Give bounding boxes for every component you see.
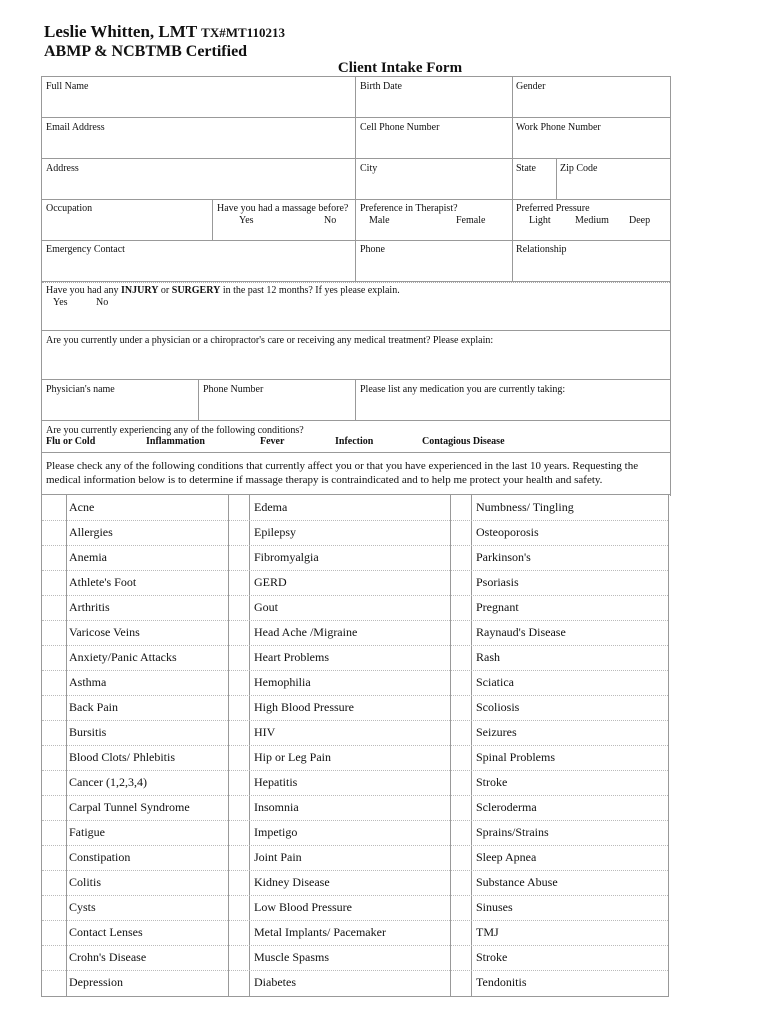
- condition-checkbox-label[interactable]: High Blood Pressure: [254, 700, 354, 714]
- full-name-field[interactable]: Full Name: [46, 81, 89, 92]
- flu-option[interactable]: Flu or Cold: [46, 436, 96, 447]
- injury-yes-option[interactable]: Yes: [53, 297, 68, 308]
- physician-question[interactable]: Are you currently under a physician or a chiropractor's care or receiving any medical treatment? Please explain:: [46, 335, 494, 346]
- certifications: ABMP & NCBTMB Certified: [44, 43, 248, 60]
- intake-form-fields: [41, 76, 671, 496]
- condition-checkbox-label[interactable]: Scleroderma: [476, 800, 537, 814]
- condition-checkbox-label[interactable]: Seizures: [476, 725, 517, 739]
- condition-checkbox-label[interactable]: Metal Implants/ Pacemaker: [254, 925, 386, 939]
- occupation-field[interactable]: Occupation: [46, 203, 93, 214]
- condition-checkbox-label[interactable]: Cysts: [69, 900, 96, 914]
- injury-question: Have you had any INJURY or SURGERY in the past 12 months? If yes please explain.: [46, 285, 400, 296]
- current-conditions-question: Are you currently experiencing any of the following conditions?: [46, 425, 304, 436]
- emergency-contact-field[interactable]: Emergency Contact: [46, 244, 125, 255]
- pref-male-option[interactable]: Male: [369, 215, 390, 226]
- condition-checkbox-label[interactable]: Tendonitis: [476, 975, 527, 989]
- condition-row: [42, 920, 668, 946]
- condition-checkbox-label[interactable]: Acne: [69, 500, 95, 514]
- pressure-deep-option[interactable]: Deep: [629, 215, 651, 226]
- pref-female-option[interactable]: Female: [456, 215, 486, 226]
- massage-no-option[interactable]: No: [324, 215, 337, 226]
- form-title: Client Intake Form: [337, 60, 463, 76]
- cell-phone-field[interactable]: Cell Phone Number: [360, 122, 440, 133]
- check-conditions-instructions: Please check any of the following conditions that currently affect you or that you have experienced in the last 10 years. Requesting the medical information below is to determine if massage therapy is contraindicated and to help me protect your health and safety.: [46, 460, 639, 486]
- condition-checkbox-label[interactable]: Anxiety/Panic Attacks: [69, 650, 177, 664]
- condition-checkbox-label[interactable]: Muscle Spasms: [254, 950, 329, 964]
- condition-checkbox-label[interactable]: Sciatica: [476, 675, 514, 689]
- state-field[interactable]: State: [516, 163, 536, 174]
- condition-row: [42, 620, 668, 646]
- condition-checkbox-label[interactable]: Psoriasis: [476, 575, 519, 589]
- massage-before-label: Have you had a massage before?: [217, 203, 349, 214]
- physician-phone-field[interactable]: Phone Number: [203, 384, 264, 395]
- condition-checkbox-label[interactable]: Stroke: [476, 775, 508, 789]
- pressure-light-option[interactable]: Light: [529, 215, 551, 226]
- condition-checkbox-label[interactable]: GERD: [254, 575, 287, 589]
- condition-checkbox-label[interactable]: Sprains/Strains: [476, 825, 549, 839]
- physician-name-field[interactable]: Physician's name: [46, 384, 115, 395]
- condition-row: [42, 720, 668, 746]
- condition-row: [42, 545, 668, 571]
- contagious-option[interactable]: Contagious Disease: [422, 436, 505, 447]
- condition-row: [42, 645, 668, 671]
- condition-checkbox-label[interactable]: Diabetes: [254, 975, 296, 989]
- inflammation-option[interactable]: Inflammation: [146, 436, 205, 447]
- zip-field[interactable]: Zip Code: [560, 163, 598, 174]
- condition-checkbox-label[interactable]: Kidney Disease: [254, 875, 330, 889]
- condition-checkbox-label[interactable]: Sinuses: [476, 900, 513, 914]
- condition-row: [42, 820, 668, 846]
- condition-checkbox-label[interactable]: Spinal Problems: [476, 750, 556, 764]
- injury-no-option[interactable]: No: [96, 297, 109, 308]
- condition-checkbox-label[interactable]: Parkinson's: [476, 550, 531, 564]
- condition-checkbox-label[interactable]: TMJ: [476, 925, 499, 939]
- pref-therapist-label: Preference in Therapist?: [360, 203, 458, 214]
- condition-checkbox-label[interactable]: Arthritis: [69, 600, 110, 614]
- condition-checkbox-label[interactable]: HIV: [254, 725, 276, 739]
- condition-checkbox-label[interactable]: Epilepsy: [254, 525, 296, 539]
- condition-row: [42, 970, 668, 995]
- condition-checkbox-label[interactable]: Back Pain: [69, 700, 118, 714]
- condition-checkbox-label[interactable]: Edema: [254, 500, 288, 514]
- condition-row: [42, 745, 668, 771]
- pressure-medium-option[interactable]: Medium: [575, 215, 609, 226]
- condition-checkbox-label[interactable]: Bursitis: [69, 725, 107, 739]
- city-field[interactable]: City: [360, 163, 378, 174]
- condition-row: [42, 520, 668, 546]
- condition-checkbox-label[interactable]: Varicose Veins: [69, 625, 140, 639]
- condition-checkbox-label[interactable]: Substance Abuse: [476, 875, 558, 889]
- condition-checkbox-label[interactable]: Sleep Apnea: [476, 850, 537, 864]
- condition-checkbox-label[interactable]: Pregnant: [476, 600, 519, 614]
- birth-date-field[interactable]: Birth Date: [360, 81, 402, 92]
- condition-row: [42, 570, 668, 596]
- condition-checkbox-label[interactable]: Cancer (1,2,3,4): [69, 775, 147, 789]
- condition-checkbox-label[interactable]: Joint Pain: [254, 850, 302, 864]
- pref-pressure-label: Preferred Pressure: [516, 203, 590, 214]
- relationship-field[interactable]: Relationship: [516, 244, 567, 255]
- condition-checkbox-label[interactable]: Asthma: [69, 675, 107, 689]
- massage-yes-option[interactable]: Yes: [239, 215, 254, 226]
- condition-checkbox-label[interactable]: Fibromyalgia: [254, 550, 319, 564]
- condition-checkbox-label[interactable]: Heart Problems: [254, 650, 329, 664]
- condition-checkbox-label[interactable]: Colitis: [69, 875, 102, 889]
- condition-checkbox-label[interactable]: Hepatitis: [254, 775, 298, 789]
- condition-checkbox-label[interactable]: Athlete's Foot: [69, 575, 137, 589]
- conditions-checklist: [41, 494, 669, 997]
- condition-row: [42, 895, 668, 921]
- condition-checkbox-label[interactable]: Stroke: [476, 950, 508, 964]
- condition-checkbox-label[interactable]: Insomnia: [254, 800, 299, 814]
- condition-row: [42, 495, 668, 521]
- practitioner-header: [44, 22, 285, 61]
- condition-checkbox-label[interactable]: Blood Clots/ Phlebitis: [69, 750, 176, 764]
- condition-row: [42, 945, 668, 971]
- condition-checkbox-label[interactable]: Raynaud's Disease: [476, 625, 566, 639]
- condition-checkbox-label[interactable]: Numbness/ Tingling: [476, 500, 574, 514]
- email-field[interactable]: Email Address: [46, 122, 105, 133]
- medication-field[interactable]: Please list any medication you are currently taking:: [360, 384, 566, 395]
- license-number: TX#MT110213: [201, 25, 285, 40]
- condition-checkbox-label[interactable]: Scoliosis: [476, 700, 520, 714]
- condition-row: [42, 795, 668, 821]
- condition-checkbox-label[interactable]: Head Ache /Migraine: [254, 625, 358, 639]
- practitioner-name: Leslie Whitten, LMT: [44, 22, 198, 41]
- condition-checkbox-label[interactable]: Anemia: [69, 550, 107, 564]
- condition-checkbox-label[interactable]: Depression: [69, 975, 123, 989]
- condition-row: [42, 670, 668, 696]
- emergency-phone-field[interactable]: Phone: [360, 244, 385, 255]
- condition-row: [42, 870, 668, 896]
- condition-checkbox-label[interactable]: Contact Lenses: [69, 925, 143, 939]
- form-title-wrap: [0, 60, 770, 77]
- condition-checkbox-label[interactable]: Constipation: [69, 850, 131, 864]
- condition-checkbox-label[interactable]: Fatigue: [69, 825, 105, 839]
- condition-checkbox-label[interactable]: Impetigo: [254, 825, 298, 839]
- condition-checkbox-label[interactable]: Carpal Tunnel Syndrome: [69, 800, 190, 814]
- fever-option[interactable]: Fever: [260, 436, 285, 447]
- condition-row: [42, 595, 668, 621]
- condition-checkbox-label[interactable]: Crohn's Disease: [69, 950, 147, 964]
- work-phone-field[interactable]: Work Phone Number: [516, 122, 601, 133]
- condition-checkbox-label[interactable]: Allergies: [69, 525, 113, 539]
- condition-row: [42, 770, 668, 796]
- condition-checkbox-label[interactable]: Osteoporosis: [476, 525, 539, 539]
- condition-row: [42, 695, 668, 721]
- condition-checkbox-label[interactable]: Gout: [254, 600, 278, 614]
- infection-option[interactable]: Infection: [335, 436, 374, 447]
- gender-field[interactable]: Gender: [516, 81, 546, 92]
- condition-checkbox-label[interactable]: Hemophilia: [254, 675, 311, 689]
- condition-checkbox-label[interactable]: Low Blood Pressure: [254, 900, 352, 914]
- condition-row: [42, 845, 668, 871]
- condition-checkbox-label[interactable]: Rash: [476, 650, 500, 664]
- address-field[interactable]: Address: [46, 163, 79, 174]
- condition-checkbox-label[interactable]: Hip or Leg Pain: [254, 750, 331, 764]
